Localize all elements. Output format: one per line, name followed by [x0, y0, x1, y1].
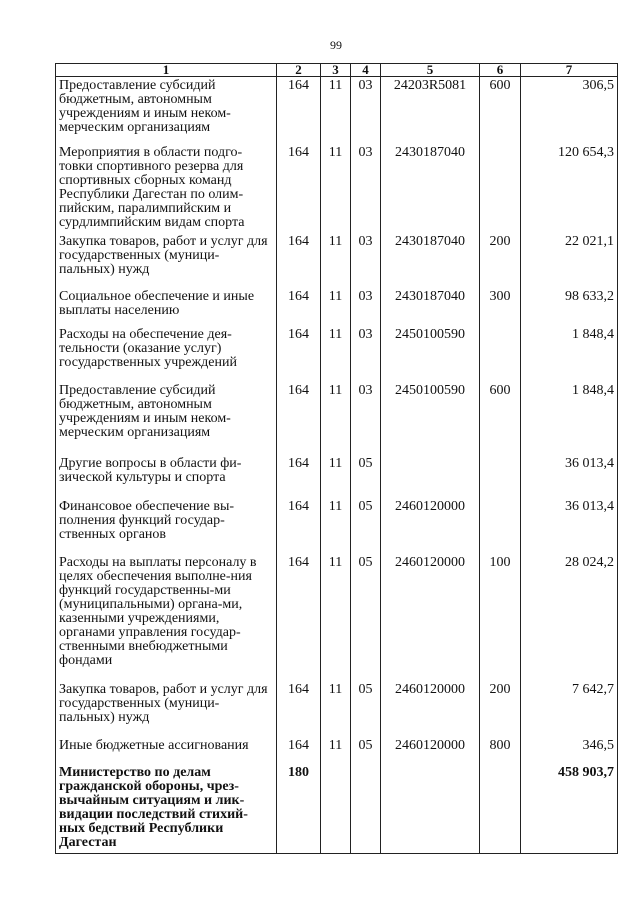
row-amount: 36 013,4: [521, 498, 618, 554]
row-code-section: 11: [321, 288, 351, 326]
row-description: Закупка товаров, работ и услуг для государственных (муници-пальных) нужд: [56, 681, 277, 737]
row-code-subsection: 03: [351, 288, 381, 326]
row-code-ministry: 164: [277, 288, 321, 326]
table-row: [56, 288, 618, 326]
page-number: 99: [330, 38, 342, 52]
header-col-7: 7: [521, 64, 618, 77]
table-row: [56, 681, 618, 737]
row-code-target: 2460120000: [381, 498, 480, 554]
row-code-subsection: 05: [351, 498, 381, 554]
row-code-expense-type: 600: [480, 77, 521, 144]
row-code-subsection: 03: [351, 326, 381, 382]
table-row: [56, 554, 618, 681]
row-code-subsection: 05: [351, 554, 381, 681]
header-col-6: 6: [480, 64, 521, 77]
row-code-section: 11: [321, 382, 351, 455]
row-code-ministry: 164: [277, 455, 321, 498]
row-description: Закупка товаров, работ и услуг для государственных (муници-пальных) нужд: [56, 233, 277, 288]
row-amount: 120 654,3: [521, 144, 618, 233]
row-code-ministry: 164: [277, 498, 321, 554]
header-col-1: 1: [56, 64, 277, 77]
row-code-target: [381, 455, 480, 498]
row-code-section: 11: [321, 737, 351, 764]
row-code-target: 2460120000: [381, 681, 480, 737]
row-amount: 346,5: [521, 737, 618, 764]
row-code-ministry: 164: [277, 737, 321, 764]
header-col-4: 4: [351, 64, 381, 77]
table-row: [56, 764, 618, 854]
row-amount: 458 903,7: [521, 764, 618, 854]
table-row: [56, 144, 618, 233]
row-amount: 36 013,4: [521, 455, 618, 498]
row-code-expense-type: 300: [480, 288, 521, 326]
row-description: Министерство по делам гражданской обороны, чрез-вычайным ситуациям и лик-видации последствий стихий-ных бедствий Республики Дагестан: [56, 764, 277, 854]
row-code-target: 2460120000: [381, 554, 480, 681]
row-description: Иные бюджетные ассигнования: [56, 737, 277, 764]
row-description: Предоставление субсидий бюджетным, автономным учреждениям и иным неком-мерческим организациям: [56, 77, 277, 144]
row-code-expense-type: 200: [480, 233, 521, 288]
row-code-subsection: 05: [351, 455, 381, 498]
row-code-ministry: 164: [277, 554, 321, 681]
table-row: [56, 233, 618, 288]
header-col-2: 2: [277, 64, 321, 77]
row-code-section: 11: [321, 326, 351, 382]
row-code-subsection: [351, 764, 381, 854]
table-row: [56, 326, 618, 382]
row-code-section: 11: [321, 233, 351, 288]
row-code-target: [381, 764, 480, 854]
table-row: [56, 737, 618, 764]
budget-table: [55, 63, 618, 854]
row-description: Расходы на выплаты персоналу в целях обеспечения выполне-ния функций государственны-ми (муниципальными) органа-ми, казенными учреждениями, органами управления государ-ственными внебюджетными фондами: [56, 554, 277, 681]
row-code-ministry: 164: [277, 77, 321, 144]
row-code-target: 2450100590: [381, 326, 480, 382]
row-code-target: 2450100590: [381, 382, 480, 455]
header-col-5: 5: [381, 64, 480, 77]
row-code-expense-type: [480, 764, 521, 854]
row-code-ministry: 164: [277, 326, 321, 382]
row-amount: 22 021,1: [521, 233, 618, 288]
row-code-ministry: 164: [277, 681, 321, 737]
row-code-expense-type: [480, 498, 521, 554]
row-code-section: [321, 764, 351, 854]
row-code-subsection: 03: [351, 233, 381, 288]
row-code-expense-type: [480, 455, 521, 498]
row-description: Мероприятия в области подго-товки спортивного резерва для спортивных сборных команд Республики Дагестан по олим-пийским, паралимпийским и сурдлимпийским видам спорта: [56, 144, 277, 233]
row-description: Социальное обеспечение и иные выплаты населению: [56, 288, 277, 326]
table-header: [56, 64, 618, 77]
row-description: Расходы на обеспечение дея-тельности (оказание услуг) государственных учреждений: [56, 326, 277, 382]
header-row: [56, 64, 618, 77]
row-code-subsection: 03: [351, 77, 381, 144]
row-code-expense-type: 600: [480, 382, 521, 455]
row-code-expense-type: [480, 144, 521, 233]
row-code-ministry: 164: [277, 233, 321, 288]
table-row: [56, 498, 618, 554]
row-amount: 1 848,4: [521, 326, 618, 382]
row-code-target: 2430187040: [381, 233, 480, 288]
row-code-section: 11: [321, 144, 351, 233]
row-code-expense-type: 100: [480, 554, 521, 681]
row-description: Финансовое обеспечение вы-полнения функций государ-ственных органов: [56, 498, 277, 554]
row-amount: 306,5: [521, 77, 618, 144]
table-row: [56, 382, 618, 455]
table-row: [56, 77, 618, 144]
row-code-ministry: 164: [277, 382, 321, 455]
table-body: [56, 77, 618, 854]
row-code-ministry: 180: [277, 764, 321, 854]
row-code-expense-type: [480, 326, 521, 382]
row-code-subsection: 03: [351, 144, 381, 233]
row-amount: 28 024,2: [521, 554, 618, 681]
row-code-target: 2430187040: [381, 288, 480, 326]
row-amount: 1 848,4: [521, 382, 618, 455]
row-code-ministry: 164: [277, 144, 321, 233]
row-code-section: 11: [321, 455, 351, 498]
row-code-subsection: 05: [351, 681, 381, 737]
header-col-3: 3: [321, 64, 351, 77]
row-code-section: 11: [321, 681, 351, 737]
row-code-expense-type: 800: [480, 737, 521, 764]
row-code-subsection: 03: [351, 382, 381, 455]
row-description: Предоставление субсидий бюджетным, автономным учреждениям и иным неком-мерческим организациям: [56, 382, 277, 455]
row-amount: 7 642,7: [521, 681, 618, 737]
row-code-target: 24203R5081: [381, 77, 480, 144]
table-row: [56, 455, 618, 498]
row-code-target: 2460120000: [381, 737, 480, 764]
row-code-target: 2430187040: [381, 144, 480, 233]
row-code-section: 11: [321, 77, 351, 144]
row-code-subsection: 05: [351, 737, 381, 764]
row-code-section: 11: [321, 498, 351, 554]
row-description: Другие вопросы в области фи-зической культуры и спорта: [56, 455, 277, 498]
row-amount: 98 633,2: [521, 288, 618, 326]
row-code-section: 11: [321, 554, 351, 681]
row-code-expense-type: 200: [480, 681, 521, 737]
